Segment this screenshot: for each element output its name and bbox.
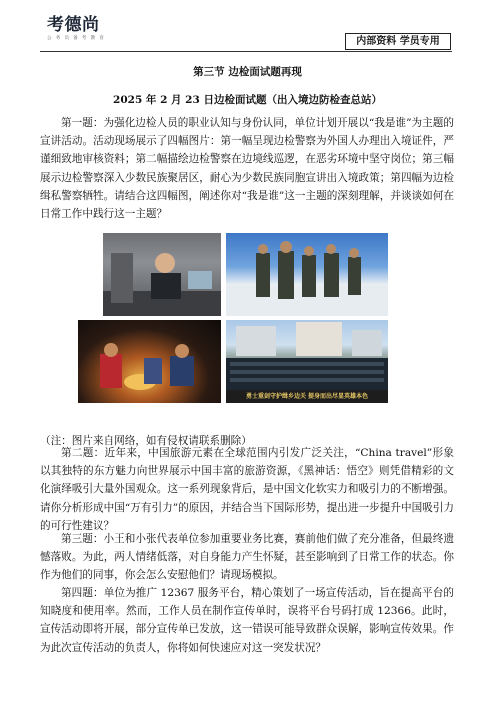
question-4: 第四题：单位为推广 12367 服务平台，精心策划了一场宣传活动，旨在提高平台的知晓度和使用率。然而，工作人员在制作宣传单时，误将平台号码打成 12366。此时，宣传活动即将开展，部分宣传单已发放，这一错误可能导致群众误解，影响宣传效果。作为此次宣传活动的负责人，你将如何快速应对这一突发状况？ (40, 587, 454, 654)
brand-logo (47, 16, 105, 41)
question-3: 第三题：小王和小张代表单位参加重要业务比赛，赛前他们做了充分准备，但最终遗憾落败。为此，两人情绪低落，对自身能力产生怀疑，甚至影响到了日常工作的状态。你作为他们的同事，你会怎么安慰他们？请现场模拟。 (40, 533, 454, 582)
campfire-outreach-illustration (78, 320, 221, 403)
header-divider (40, 51, 452, 52)
officer-at-counter-illustration (103, 233, 221, 316)
patrol-officers-illustration (226, 233, 388, 316)
question-1: 第一题：为强化边检人员的职业认知与身份认同，单位计划开展以“我是谁”为主题的宣讲活动。活动现场展示了四幅图片：第一幅呈现边检警察为外国人办理出入境证件，严谨细致地审核资料；第二幅描绘边检警察在边境线巡逻，在恶劣环境中坚守岗位；第三幅展示边检警察深入少数民族聚居区，耐心为少数民族同胞宣讲出入境政策；第四幅为边检缉私警察牺牲。请结合这四幅图，阐述你对“我是谁”这一主题的深刻理解，并谈谈如何在日常工作中践行这一主题？ (40, 117, 454, 221)
logo-tagline: 公 务 员 备 考 教 育 (47, 36, 106, 41)
memorial-banner: 勇士重剑守护缉乡边关 提身而出尽显英雄本色 (226, 390, 388, 403)
photo-memorial-ceremony (226, 320, 388, 403)
photo-border-patrol (226, 233, 388, 316)
question-2: 第二题：近年来，中国旅游元素在全球范围内引发广泛关注，“China travel”形象以其独特的东方魅力向世界展示中国丰富的旅游资源，《黑神话：悟空》则凭借精彩的文化演绎吸引大量外国观众。这一系列现象背后，是中国文化软实力和吸引力的不断增强。请你分析形成中国“万有引力”的原因，并结合当下国际形势，提出进一步提升中国吸引力的可行性建议？ (40, 447, 454, 532)
exam-title: 2025 年 2 月 23 日边检面试题（出入境边防检查总站） (113, 94, 382, 106)
image-copyright-note: （注：图片来自网络，如有侵权请联系删除） (40, 435, 252, 447)
internal-material-badge: 内部资料 学员专用 (345, 33, 451, 50)
photo-policy-outreach (78, 320, 221, 403)
photo-border-inspection-counter (103, 233, 221, 316)
logo-name: 考德尚 (47, 15, 100, 35)
page-header (0, 0, 495, 52)
section-title: 第三节 边检面试题再现 (193, 66, 302, 78)
